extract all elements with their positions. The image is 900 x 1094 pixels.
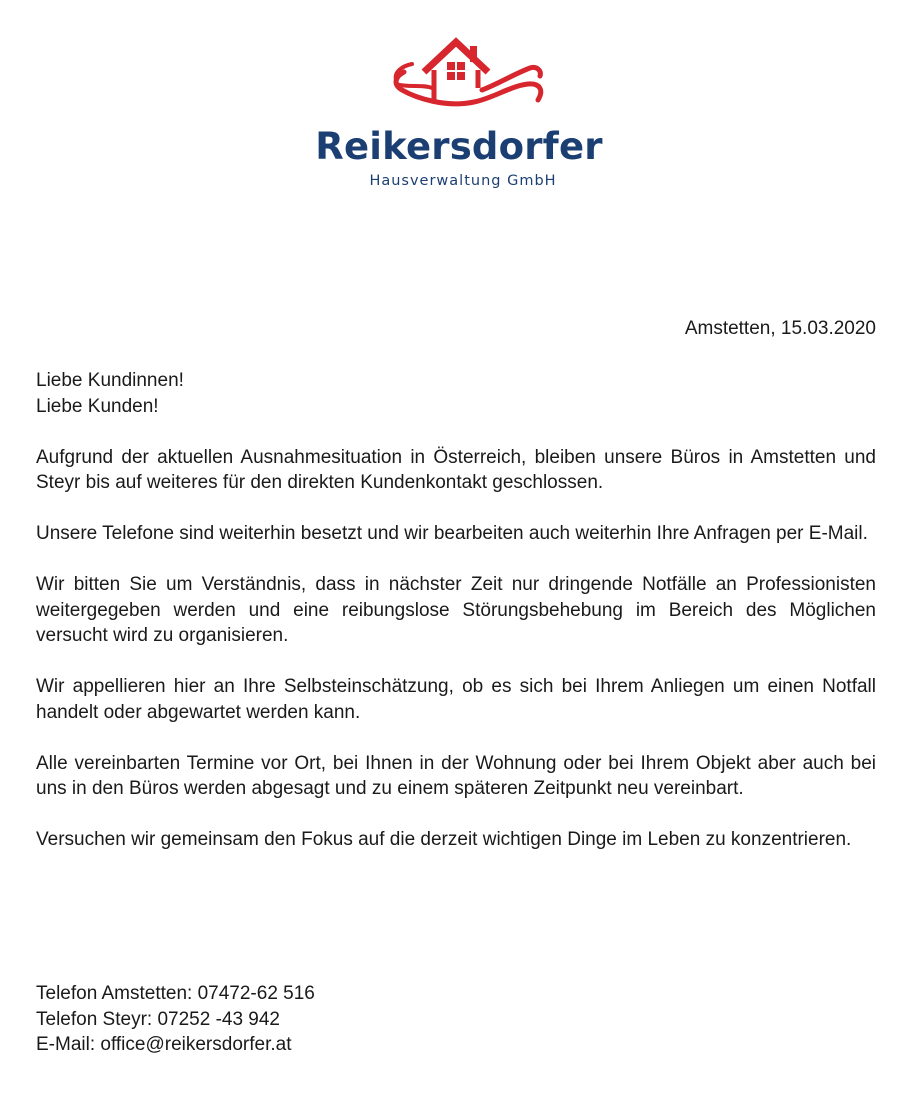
paragraph: Versuchen wir gemeinsam den Fokus auf die derzeit wichtigen Dinge im Leben zu konzentrieren.	[36, 829, 852, 850]
company-logo	[0, 0, 900, 200]
letter-body	[36, 368, 876, 878]
letter-date: Amstetten, 15.03.2020	[684, 318, 876, 339]
phone-amstetten: Telefon Amstetten: 07472-62 516	[36, 983, 315, 1004]
email-address: E-Mail: office@reikersdorfer.at	[36, 1034, 292, 1055]
paragraph: Unsere Telefone sind weiterhin besetzt und wir bearbeiten auch weiterhin Ihre Anfragen per E-Mail.	[36, 523, 868, 544]
paragraph: Wir appellieren hier an Ihre Selbsteinschätzung, ob es sich bei Ihrem Anliegen um einen Notfall handelt oder abgewartet werden kann.	[36, 676, 876, 723]
house-hand-logo-icon	[386, 28, 546, 128]
salutation	[36, 368, 876, 419]
paragraph: Aufgrund der aktuellen Ausnahmesituation in Österreich, bleiben unsere Büros in Amstetten und Steyr bis auf weiteres für den direkten Kundenkontakt geschlossen.	[36, 446, 876, 493]
contact-block	[36, 981, 315, 1058]
salutation-line: Liebe Kundinnen!	[36, 370, 184, 391]
salutation-line: Liebe Kunden!	[36, 395, 159, 417]
phone-steyr: Telefon Steyr: 07252 -43 942	[36, 1008, 281, 1030]
paragraph: Alle vereinbarten Termine vor Ort, bei Ihnen in der Wohnung oder bei Ihrem Objekt aber auch bei uns in den Büros werden abgesagt und zu einem späteren Zeitpunkt neu vereinbart.	[36, 752, 876, 799]
company-name: Reikersdorfer	[315, 125, 603, 168]
paragraph: Wir bitten Sie um Verständnis, dass in nächster Zeit nur dringende Notfälle an Professionisten weitergegeben werden und eine reibungslose Störungsbehebung im Bereich des Möglichen versucht wird zu organisieren.	[36, 574, 876, 646]
company-subtitle: Hausverwaltung GmbH	[369, 173, 557, 189]
